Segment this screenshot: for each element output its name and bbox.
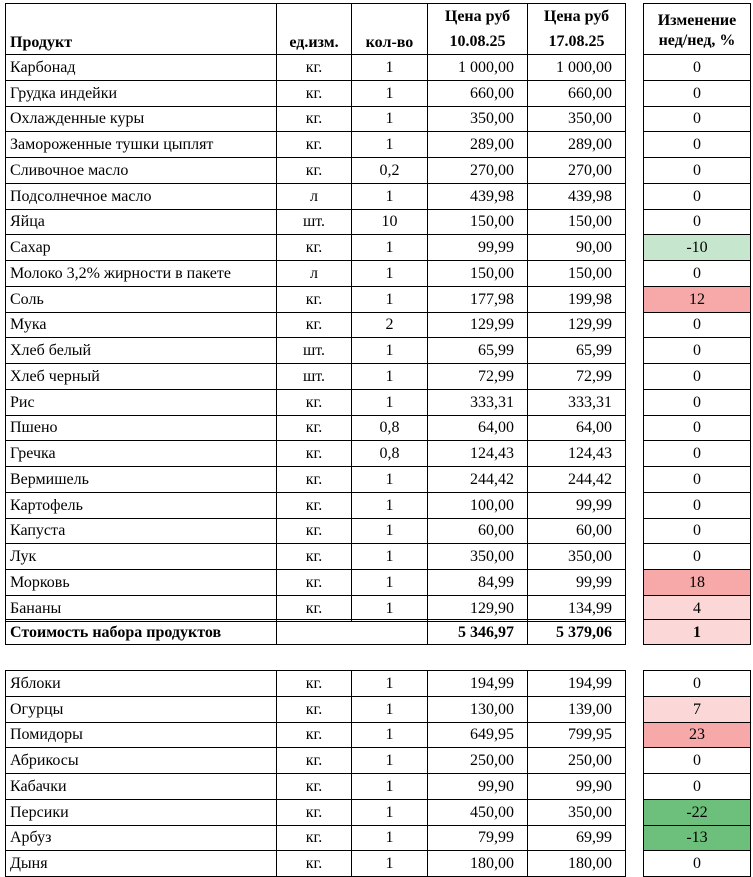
row-price-1: 99,99 bbox=[427, 234, 528, 261]
row-product-name: Замороженные тушки цыплят bbox=[5, 131, 277, 158]
row-product-name: Хлеб черный bbox=[5, 363, 277, 390]
header-price-1-date: 10.08.25 bbox=[449, 33, 506, 50]
row-price-2: 99,99 bbox=[527, 569, 626, 596]
header-price-2-label: Цена руб bbox=[543, 8, 610, 25]
row-price-2: 69,99 bbox=[527, 825, 626, 851]
row-price-1: 99,90 bbox=[427, 773, 528, 800]
row-change-percent: -13 bbox=[643, 825, 751, 851]
row-product-name: Морковь bbox=[5, 569, 277, 596]
row-product-name: Бананы bbox=[5, 595, 277, 622]
row-quantity: 1 bbox=[351, 569, 428, 596]
row-quantity: 1 bbox=[351, 543, 428, 570]
row-unit: л bbox=[276, 183, 352, 210]
row-price-2: 60,00 bbox=[527, 518, 626, 544]
row-price-1: 84,99 bbox=[427, 569, 528, 596]
row-product-name: Капуста bbox=[5, 518, 277, 544]
row-quantity: 2 bbox=[351, 312, 428, 338]
row-product-name: Арбуз bbox=[5, 825, 277, 851]
row-quantity: 1 bbox=[351, 595, 428, 622]
row-change-percent: 0 bbox=[643, 312, 751, 338]
row-unit: кг. bbox=[276, 131, 352, 158]
row-price-2: 199,98 bbox=[527, 286, 626, 313]
header-price-2-date: 17.08.25 bbox=[548, 33, 605, 50]
row-price-2: 350,00 bbox=[527, 543, 626, 570]
row-unit: шт. bbox=[276, 209, 352, 235]
row-change-percent: 0 bbox=[643, 260, 751, 287]
row-price-1: 180,00 bbox=[427, 850, 528, 877]
row-price-1: 100,00 bbox=[427, 492, 528, 519]
row-price-2: 99,99 bbox=[527, 492, 626, 519]
row-price-2: 333,31 bbox=[527, 389, 626, 416]
row-quantity: 1 bbox=[351, 670, 428, 697]
row-product-name: Яблоки bbox=[5, 670, 277, 697]
row-change-percent: 0 bbox=[643, 492, 751, 519]
row-price-1: 60,00 bbox=[427, 518, 528, 544]
row-product-name: Хлеб белый bbox=[5, 337, 277, 364]
row-price-2: 244,42 bbox=[527, 466, 626, 493]
row-unit: кг. bbox=[276, 569, 352, 596]
header-change-line2: нед/нед, % bbox=[658, 32, 736, 49]
row-change-percent: 0 bbox=[643, 747, 751, 774]
row-unit: шт. bbox=[276, 337, 352, 364]
row-product-name: Подсолнечное масло bbox=[5, 183, 277, 210]
row-quantity: 0,8 bbox=[351, 440, 428, 467]
row-change-percent: 0 bbox=[643, 389, 751, 416]
row-change-percent: 0 bbox=[643, 183, 751, 210]
row-price-2: 65,99 bbox=[527, 337, 626, 364]
row-unit: кг. bbox=[276, 799, 352, 826]
row-quantity: 1 bbox=[351, 747, 428, 774]
row-price-1: 649,95 bbox=[427, 722, 528, 748]
row-price-1: 177,98 bbox=[427, 286, 528, 313]
row-price-1: 250,00 bbox=[427, 747, 528, 774]
row-unit: кг. bbox=[276, 670, 352, 697]
row-change-percent: 0 bbox=[643, 363, 751, 390]
row-price-1: 130,00 bbox=[427, 696, 528, 723]
row-change-percent: 0 bbox=[643, 773, 751, 800]
row-quantity: 1 bbox=[351, 337, 428, 364]
row-unit: кг. bbox=[276, 312, 352, 338]
row-product-name: Молоко 3,2% жирности в пакете bbox=[5, 260, 277, 287]
row-price-1: 79,99 bbox=[427, 825, 528, 851]
row-price-1: 244,42 bbox=[427, 466, 528, 493]
header-product: Продукт bbox=[5, 3, 277, 55]
row-quantity: 1 bbox=[351, 696, 428, 723]
row-product-name: Абрикосы bbox=[5, 747, 277, 774]
row-price-2: 799,95 bbox=[527, 722, 626, 748]
header-unit: ед.изм. bbox=[276, 3, 352, 55]
row-change-percent: 0 bbox=[643, 106, 751, 132]
row-price-2: 72,99 bbox=[527, 363, 626, 390]
header-change-line1: Изменение bbox=[657, 12, 737, 29]
row-unit: кг. bbox=[276, 157, 352, 184]
row-product-name: Пшено bbox=[5, 415, 277, 441]
row-price-2: 139,00 bbox=[527, 696, 626, 723]
row-price-2: 150,00 bbox=[527, 260, 626, 287]
row-change-percent: 0 bbox=[643, 157, 751, 184]
row-unit: л bbox=[276, 260, 352, 287]
row-quantity: 1 bbox=[351, 825, 428, 851]
row-change-percent: 18 bbox=[643, 569, 751, 596]
row-price-2: 150,00 bbox=[527, 209, 626, 235]
row-quantity: 1 bbox=[351, 722, 428, 748]
row-quantity: 0,2 bbox=[351, 157, 428, 184]
total-price-2: 5 379,06 bbox=[527, 619, 626, 645]
row-unit: кг. bbox=[276, 595, 352, 622]
row-price-1: 660,00 bbox=[427, 80, 528, 107]
row-quantity: 1 bbox=[351, 850, 428, 877]
row-change-percent: 0 bbox=[643, 466, 751, 493]
row-price-1: 1 000,00 bbox=[427, 54, 528, 81]
row-unit: кг. bbox=[276, 773, 352, 800]
row-unit: кг. bbox=[276, 80, 352, 107]
row-price-2: 90,00 bbox=[527, 234, 626, 261]
row-unit: кг. bbox=[276, 106, 352, 132]
row-unit: кг. bbox=[276, 825, 352, 851]
row-change-percent: 0 bbox=[643, 440, 751, 467]
row-change-percent: 0 bbox=[643, 850, 751, 877]
row-product-name: Рис bbox=[5, 389, 277, 416]
row-unit: кг. bbox=[276, 518, 352, 544]
row-unit: кг. bbox=[276, 234, 352, 261]
row-change-percent: -22 bbox=[643, 799, 751, 826]
row-price-2: 350,00 bbox=[527, 799, 626, 826]
row-quantity: 1 bbox=[351, 234, 428, 261]
header-change bbox=[643, 3, 751, 55]
row-change-percent: 0 bbox=[643, 337, 751, 364]
row-change-percent: 0 bbox=[643, 543, 751, 570]
row-quantity: 1 bbox=[351, 106, 428, 132]
row-change-percent: 23 bbox=[643, 722, 751, 748]
row-price-1: 64,00 bbox=[427, 415, 528, 441]
row-quantity: 1 bbox=[351, 54, 428, 81]
row-change-percent: 0 bbox=[643, 670, 751, 697]
row-product-name: Сливочное масло bbox=[5, 157, 277, 184]
row-unit: кг. bbox=[276, 415, 352, 441]
total-unit-empty bbox=[276, 619, 428, 645]
row-quantity: 1 bbox=[351, 286, 428, 313]
row-price-1: 129,90 bbox=[427, 595, 528, 622]
row-price-2: 134,99 bbox=[527, 595, 626, 622]
row-price-2: 270,00 bbox=[527, 157, 626, 184]
row-change-percent: 0 bbox=[643, 80, 751, 107]
row-price-1: 150,00 bbox=[427, 260, 528, 287]
row-unit: кг. bbox=[276, 389, 352, 416]
row-quantity: 10 bbox=[351, 209, 428, 235]
row-price-2: 64,00 bbox=[527, 415, 626, 441]
row-change-percent: 0 bbox=[643, 415, 751, 441]
row-unit: кг. bbox=[276, 54, 352, 81]
row-price-1: 289,00 bbox=[427, 131, 528, 158]
header-price-2 bbox=[527, 3, 626, 55]
row-price-2: 180,00 bbox=[527, 850, 626, 877]
total-change: 1 bbox=[643, 619, 751, 645]
row-unit: кг. bbox=[276, 466, 352, 493]
row-price-1: 270,00 bbox=[427, 157, 528, 184]
row-price-2: 99,90 bbox=[527, 773, 626, 800]
row-price-2: 289,00 bbox=[527, 131, 626, 158]
row-quantity: 1 bbox=[351, 389, 428, 416]
row-price-2: 660,00 bbox=[527, 80, 626, 107]
row-price-1: 129,99 bbox=[427, 312, 528, 338]
row-change-percent: 0 bbox=[643, 54, 751, 81]
row-change-percent: 0 bbox=[643, 209, 751, 235]
row-product-name: Вермишель bbox=[5, 466, 277, 493]
row-product-name: Грудка индейки bbox=[5, 80, 277, 107]
row-product-name: Мука bbox=[5, 312, 277, 338]
row-unit: шт. bbox=[276, 363, 352, 390]
row-product-name: Помидоры bbox=[5, 722, 277, 748]
row-price-2: 439,98 bbox=[527, 183, 626, 210]
header-qty: кол-во bbox=[351, 3, 428, 55]
row-quantity: 1 bbox=[351, 80, 428, 107]
row-unit: кг. bbox=[276, 440, 352, 467]
row-change-percent: 7 bbox=[643, 696, 751, 723]
row-quantity: 1 bbox=[351, 466, 428, 493]
row-price-2: 350,00 bbox=[527, 106, 626, 132]
row-product-name: Кабачки bbox=[5, 773, 277, 800]
row-price-1: 333,31 bbox=[427, 389, 528, 416]
row-unit: кг. bbox=[276, 492, 352, 519]
row-price-1: 150,00 bbox=[427, 209, 528, 235]
row-price-1: 439,98 bbox=[427, 183, 528, 210]
row-product-name: Сахар bbox=[5, 234, 277, 261]
row-price-1: 65,99 bbox=[427, 337, 528, 364]
row-change-percent: 0 bbox=[643, 131, 751, 158]
row-price-2: 1 000,00 bbox=[527, 54, 626, 81]
row-quantity: 1 bbox=[351, 492, 428, 519]
row-product-name: Гречка bbox=[5, 440, 277, 467]
row-price-1: 194,99 bbox=[427, 670, 528, 697]
row-quantity: 1 bbox=[351, 518, 428, 544]
row-change-percent: 0 bbox=[643, 518, 751, 544]
row-change-percent: 12 bbox=[643, 286, 751, 313]
row-price-1: 350,00 bbox=[427, 106, 528, 132]
row-price-2: 124,43 bbox=[527, 440, 626, 467]
row-unit: кг. bbox=[276, 696, 352, 723]
row-unit: кг. bbox=[276, 722, 352, 748]
row-quantity: 1 bbox=[351, 131, 428, 158]
row-unit: кг. bbox=[276, 286, 352, 313]
header-price-1 bbox=[427, 3, 528, 55]
row-quantity: 0,8 bbox=[351, 415, 428, 441]
row-quantity: 1 bbox=[351, 773, 428, 800]
row-product-name: Охлажденные куры bbox=[5, 106, 277, 132]
header-price-1-label: Цена руб bbox=[444, 8, 511, 25]
row-price-2: 194,99 bbox=[527, 670, 626, 697]
row-product-name: Картофель bbox=[5, 492, 277, 519]
total-price-1: 5 346,97 bbox=[427, 619, 528, 645]
row-price-1: 72,99 bbox=[427, 363, 528, 390]
row-product-name: Огурцы bbox=[5, 696, 277, 723]
row-unit: кг. bbox=[276, 543, 352, 570]
row-product-name: Карбонад bbox=[5, 54, 277, 81]
row-price-1: 124,43 bbox=[427, 440, 528, 467]
row-change-percent: 4 bbox=[643, 595, 751, 622]
row-unit: кг. bbox=[276, 850, 352, 877]
row-product-name: Лук bbox=[5, 543, 277, 570]
row-unit: кг. bbox=[276, 747, 352, 774]
row-quantity: 1 bbox=[351, 260, 428, 287]
row-price-2: 250,00 bbox=[527, 747, 626, 774]
row-product-name: Персики bbox=[5, 799, 277, 826]
row-price-1: 350,00 bbox=[427, 543, 528, 570]
row-product-name: Яйца bbox=[5, 209, 277, 235]
row-quantity: 1 bbox=[351, 183, 428, 210]
row-change-percent: -10 bbox=[643, 234, 751, 261]
row-product-name: Дыня bbox=[5, 850, 277, 877]
row-quantity: 1 bbox=[351, 799, 428, 826]
row-price-2: 129,99 bbox=[527, 312, 626, 338]
total-label: Стоимость набора продуктов bbox=[5, 619, 277, 645]
row-quantity: 1 bbox=[351, 363, 428, 390]
row-price-1: 450,00 bbox=[427, 799, 528, 826]
row-product-name: Соль bbox=[5, 286, 277, 313]
